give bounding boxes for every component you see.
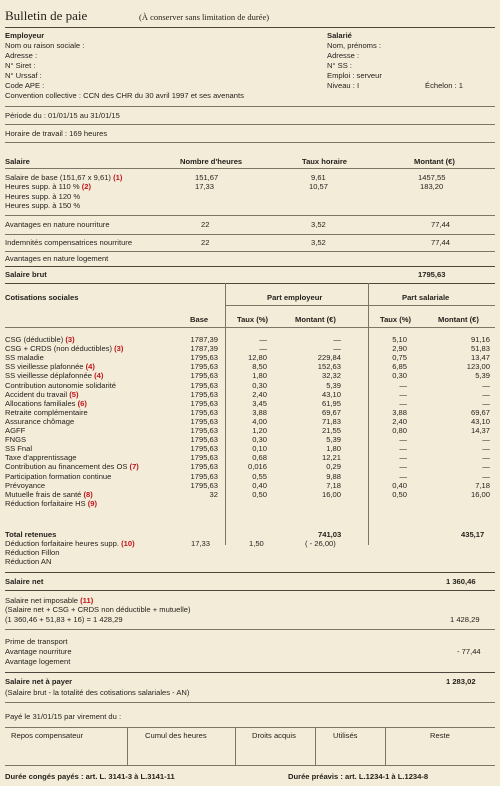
- contribution-er-rate: —: [259, 344, 267, 354]
- contribution-er-amount: 5,39: [326, 435, 341, 445]
- amount-header: Montant (€): [414, 157, 455, 166]
- divider: [5, 142, 495, 143]
- column-divider: [315, 727, 316, 765]
- contribution-base: 1795,63: [190, 389, 218, 399]
- contribution-base: 1787,39: [190, 344, 218, 354]
- contribution-base: 1795,63: [190, 435, 218, 445]
- contribution-er-rate: 8,50: [252, 362, 267, 372]
- base-salary-label: Salaire de base (151,67 x 9,61) (1): [5, 173, 123, 182]
- contribution-er-amount: 12,21: [321, 453, 341, 463]
- contribution-er-amount: 61,95: [321, 398, 341, 408]
- contribution-ee-rate: 2,90: [392, 344, 407, 354]
- contributions-title: Cotisations sociales: [5, 293, 79, 302]
- contribution-ee-amount: —: [482, 435, 490, 445]
- contribution-label: SS vieillesse plafonnée (4): [5, 362, 95, 372]
- contribution-ee-rate: 0,75: [392, 353, 407, 363]
- employee-ss: N° SS :: [327, 61, 352, 70]
- gross-salary-amount: 1795,63: [418, 270, 446, 279]
- contribution-er-rate: 3,88: [252, 407, 267, 417]
- contribution-ee-amount: 13,47: [470, 353, 490, 363]
- divider: [5, 27, 495, 28]
- contribution-ee-amount: —: [482, 453, 490, 463]
- contribution-er-rate: 3,45: [252, 398, 267, 408]
- total-retenues-label: Total retenues: [5, 530, 57, 539]
- contribution-ee-amount: 7,18: [475, 480, 490, 490]
- contribution-er-amount: 71,83: [321, 416, 341, 426]
- payment-line: Payé le 31/01/15 par virement du :: [5, 712, 122, 721]
- contribution-er-rate: 0,50: [252, 489, 267, 499]
- contribution-ee-rate: 2,40: [392, 416, 407, 426]
- total-employee-amount: 435,17: [461, 530, 485, 539]
- contribution-ee-amount: —: [482, 380, 490, 390]
- column-divider: [368, 283, 369, 545]
- leave-col-cumul: Cumul des heures: [145, 731, 207, 740]
- contribution-base: 1795,63: [190, 416, 218, 426]
- contribution-er-rate: 0,40: [252, 480, 267, 490]
- divider: [5, 168, 495, 169]
- divider: [5, 572, 495, 573]
- contribution-label: Allocations familiales (6): [5, 398, 87, 408]
- contribution-er-rate: 0,55: [252, 471, 267, 481]
- employee-level: Niveau : I: [327, 81, 360, 90]
- base-salary-hours: 151,67: [195, 173, 219, 182]
- contribution-label: Prévoyance: [5, 480, 46, 490]
- contribution-er-amount: 5,39: [326, 380, 341, 390]
- doc-subtitle: (À conserver sans limitation de durée): [139, 12, 270, 22]
- contribution-er-amount: 7,18: [326, 480, 341, 490]
- contribution-base: 1795,63: [190, 444, 218, 454]
- divider: [5, 327, 495, 328]
- leave-col-utilises: Utilisés: [333, 731, 358, 740]
- contribution-er-rate: 0,016: [247, 462, 267, 472]
- divider: [5, 234, 495, 235]
- overtime-150-label: Heures supp. à 150 %: [5, 201, 81, 210]
- contribution-base: 1795,63: [190, 480, 218, 490]
- contribution-base: 1795,63: [190, 371, 218, 381]
- transport-bonus-label: Prime de transport: [5, 637, 68, 646]
- contribution-er-rate: 12,80: [247, 353, 267, 363]
- contribution-ee-rate: —: [399, 444, 407, 454]
- contribution-er-amount: 1,80: [326, 444, 341, 454]
- overtime-deduction-rate: 1,50: [249, 539, 264, 548]
- food-benefit-label: Avantages en nature nourriture: [5, 220, 110, 229]
- contribution-base: 1795,63: [190, 353, 218, 363]
- contribution-label: Contribution au financement des OS (7): [5, 462, 139, 472]
- contribution-er-amount: 9,88: [326, 471, 341, 481]
- contribution-label: CSG + CRDS (non déductibles) (3): [5, 344, 124, 354]
- contribution-er-rate: 1,20: [252, 426, 267, 435]
- base-header: Base: [190, 315, 209, 324]
- employer-convention: Convention collective : CCN des CHR du 30 avril 1997 et ses avenants: [5, 91, 244, 100]
- employer-urssaf: N° Urssaf :: [5, 71, 42, 80]
- contribution-er-rate: 0,68: [252, 453, 267, 463]
- contribution-base: 1795,63: [190, 407, 218, 417]
- divider: [5, 727, 495, 728]
- net-salary-amount: 1 360,46: [446, 577, 476, 586]
- taxable-net-calculation: (1 360,46 + 51,83 + 16) = 1 428,29: [5, 615, 123, 624]
- contribution-er-amount: —: [333, 344, 341, 354]
- contribution-ee-rate: —: [399, 462, 407, 472]
- overtime-deduction-label: Déduction forfaitaire heures supp. (10): [5, 539, 135, 548]
- food-advantage-amount: - 77,44: [457, 647, 481, 656]
- contribution-ee-rate: —: [399, 435, 407, 445]
- contribution-base: 1795,63: [190, 398, 218, 408]
- employer-rate-header: Taux (%): [237, 315, 269, 324]
- contribution-ee-amount: —: [482, 471, 490, 481]
- contribution-ee-amount: 69,67: [470, 407, 490, 417]
- food-benefit-amount: 77,44: [431, 220, 451, 229]
- contribution-label: Accident du travail (5): [5, 389, 79, 399]
- contribution-base: 1795,63: [190, 362, 218, 372]
- contribution-ee-amount: 5,39: [475, 371, 490, 381]
- contribution-ee-amount: 51,83: [470, 344, 490, 354]
- net-payable-amount: 1 283,02: [446, 677, 476, 686]
- contribution-ee-rate: —: [399, 453, 407, 463]
- contribution-label: Assurance chômage: [5, 416, 75, 426]
- contribution-er-rate: 4,00: [252, 416, 267, 426]
- contribution-base: 1795,63: [190, 471, 218, 481]
- net-salary-label: Salaire net: [5, 577, 44, 586]
- contribution-base: 32: [209, 489, 218, 499]
- contribution-er-amount: 43,10: [321, 389, 341, 399]
- divider: [5, 251, 495, 252]
- leave-col-droits: Droits acquis: [252, 731, 296, 740]
- contribution-ee-amount: —: [482, 462, 490, 472]
- contribution-ee-amount: 14,37: [470, 426, 490, 435]
- contribution-ee-rate: —: [399, 398, 407, 408]
- contribution-label: SS maladie: [5, 353, 44, 363]
- divider: [5, 590, 495, 591]
- contribution-er-amount: 152,63: [317, 362, 341, 372]
- contribution-er-rate: 1,80: [252, 371, 267, 381]
- food-indemnity-amount: 77,44: [431, 238, 451, 247]
- contribution-label: Retraite complémentaire: [5, 407, 88, 417]
- employer-address: Adresse :: [5, 51, 38, 60]
- divider: [5, 106, 495, 107]
- divider: [5, 702, 495, 703]
- contribution-ee-amount: 123,00: [466, 362, 490, 372]
- fillon-reduction-label: Réduction Fillon: [5, 548, 60, 557]
- contribution-ee-amount: 43,10: [470, 416, 490, 426]
- column-divider: [235, 727, 236, 765]
- food-indemnity-rate: 3,52: [311, 238, 326, 247]
- net-payable-label: Salaire net à payer: [5, 677, 73, 686]
- contribution-er-amount: 32,32: [321, 371, 341, 381]
- period: Période du : 01/01/15 au 31/01/15: [5, 111, 120, 120]
- employee-part-header: Part salariale: [402, 293, 450, 302]
- contribution-ee-rate: 5,10: [392, 335, 407, 344]
- employer-heading: Employeur: [5, 31, 45, 40]
- contribution-label: AGFF: [5, 426, 26, 435]
- overtime-120-label: Heures supp. à 120 %: [5, 192, 81, 201]
- food-benefit-hours: 22: [201, 220, 210, 229]
- contribution-er-amount: 21,55: [321, 426, 341, 435]
- employer-name: Nom ou raison sociale :: [5, 41, 85, 50]
- housing-benefit-label: Avantages en nature logement: [5, 254, 109, 263]
- contribution-er-rate: 0,10: [252, 444, 267, 454]
- total-employer-amount: 741,03: [318, 530, 342, 539]
- column-divider: [385, 727, 386, 765]
- contribution-ee-rate: —: [399, 380, 407, 390]
- overtime-deduction-amount: ( - 26,00): [305, 539, 336, 548]
- divider: [5, 765, 495, 766]
- column-divider: [225, 283, 226, 545]
- employer-siret: N° Siret :: [5, 61, 36, 70]
- working-hours: Horaire de travail : 169 heures: [5, 129, 108, 138]
- divider: [5, 629, 495, 630]
- an-reduction-label: Réduction AN: [5, 557, 52, 566]
- divider: [5, 283, 495, 284]
- contribution-ee-amount: —: [482, 398, 490, 408]
- contribution-er-amount: 229,84: [317, 353, 341, 363]
- contribution-ee-rate: 3,88: [392, 407, 407, 417]
- footer-notice: Durée préavis : art. L.1234-1 à L.1234-8: [288, 772, 429, 781]
- payslip: [5, 0, 495, 786]
- employee-echelon: Échelon : 1: [425, 81, 463, 90]
- leave-col-repos: Repos compensateur: [11, 731, 84, 740]
- gross-salary-label: Salaire brut: [5, 270, 47, 279]
- base-salary-amount: 1457,55: [418, 173, 446, 182]
- doc-title: Bulletin de paie: [5, 8, 88, 23]
- contribution-label: Taxe d'apprentissage: [5, 453, 77, 463]
- contribution-base: 1787,39: [190, 335, 218, 344]
- footer-paid-leave: Durée congés payés : art. L. 3141-3 à L.3141-11: [5, 772, 175, 781]
- contribution-ee-amount: 16,00: [470, 489, 490, 499]
- rate-header: Taux horaire: [302, 157, 348, 166]
- column-divider: [127, 727, 128, 765]
- contribution-label: SS Fnal: [5, 444, 33, 454]
- taxable-net-amount: 1 428,29: [450, 615, 480, 624]
- contribution-base: 1795,63: [190, 426, 218, 435]
- contribution-ee-rate: —: [399, 471, 407, 481]
- overtime-110-amount: 183,20: [420, 182, 444, 191]
- divider: [5, 124, 495, 125]
- contribution-base: 1795,63: [190, 453, 218, 463]
- contribution-label: FNGS: [5, 435, 27, 445]
- contribution-ee-amount: —: [482, 444, 490, 454]
- net-payable-formula: (Salaire brut - la totalité des cotisations salariales - AN): [5, 688, 190, 697]
- employee-address: Adresse :: [327, 51, 360, 60]
- employer-part-header: Part employeur: [267, 293, 323, 302]
- divider: [5, 672, 495, 673]
- contribution-base: 1795,63: [190, 380, 218, 390]
- employee-name: Nom, prénoms :: [327, 41, 382, 50]
- base-salary-rate: 9,61: [311, 173, 326, 182]
- contribution-ee-rate: 0,30: [392, 371, 407, 381]
- contribution-ee-rate: 0,80: [392, 426, 407, 435]
- contribution-label: Réduction forfaitaire HS (9): [5, 498, 98, 508]
- contribution-er-rate: 0,30: [252, 435, 267, 445]
- taxable-net-formula: (Salaire net + CSG + CRDS non déductible + mutuelle): [5, 605, 191, 614]
- salary-header: Salaire: [5, 157, 30, 166]
- contribution-er-amount: 69,67: [321, 407, 341, 417]
- overtime-110-label: Heures supp. à 110 % (2): [5, 182, 91, 191]
- food-benefit-rate: 3,52: [311, 220, 326, 229]
- contribution-base: 1795,63: [190, 462, 218, 472]
- contribution-er-rate: —: [259, 335, 267, 344]
- food-indemnity-label: Indemnités compensatrices nourriture: [5, 238, 133, 247]
- contribution-label: Mutuelle frais de santé (8): [5, 489, 93, 499]
- overtime-110-rate: 10,57: [309, 182, 329, 191]
- food-indemnity-hours: 22: [201, 238, 210, 247]
- contribution-er-rate: 2,40: [252, 389, 267, 399]
- employer-amount-header: Montant (€): [295, 315, 336, 324]
- contribution-ee-rate: 0,40: [392, 480, 407, 490]
- contribution-label: SS vieillesse déplafonnée (4): [5, 371, 104, 381]
- employee-heading: Salarié: [327, 31, 352, 40]
- food-advantage-label: Avantage nourriture: [5, 647, 72, 656]
- contribution-ee-rate: —: [399, 389, 407, 399]
- employer-ape: Code APE :: [5, 81, 45, 90]
- contribution-ee-amount: 91,16: [470, 335, 490, 344]
- contribution-er-amount: 16,00: [321, 489, 341, 499]
- overtime-110-hours: 17,33: [195, 182, 215, 191]
- employee-job: Emploi : serveur: [327, 71, 382, 80]
- employee-rate-header: Taux (%): [380, 315, 412, 324]
- contribution-ee-rate: 0,50: [392, 489, 407, 499]
- divider: [5, 266, 495, 267]
- contribution-label: Contribution autonomie solidarité: [5, 380, 117, 390]
- leave-col-reste: Reste: [430, 731, 450, 740]
- contribution-label: CSG (déductible) (3): [5, 335, 75, 344]
- contribution-er-rate: 0,30: [252, 380, 267, 390]
- divider: [225, 305, 495, 306]
- contribution-ee-rate: 6,85: [392, 362, 407, 372]
- contribution-ee-amount: —: [482, 389, 490, 399]
- taxable-net-label: Salaire net imposable (11): [5, 596, 94, 605]
- contribution-er-amount: —: [333, 335, 341, 344]
- divider: [5, 215, 495, 216]
- contribution-label: Participation formation continue: [5, 471, 112, 481]
- employee-amount-header: Montant (€): [438, 315, 479, 324]
- housing-advantage-label: Avantage logement: [5, 657, 71, 666]
- overtime-deduction-base: 17,33: [191, 539, 211, 548]
- contribution-er-amount: 0,29: [326, 462, 341, 472]
- hours-header: Nombre d'heures: [180, 157, 243, 166]
